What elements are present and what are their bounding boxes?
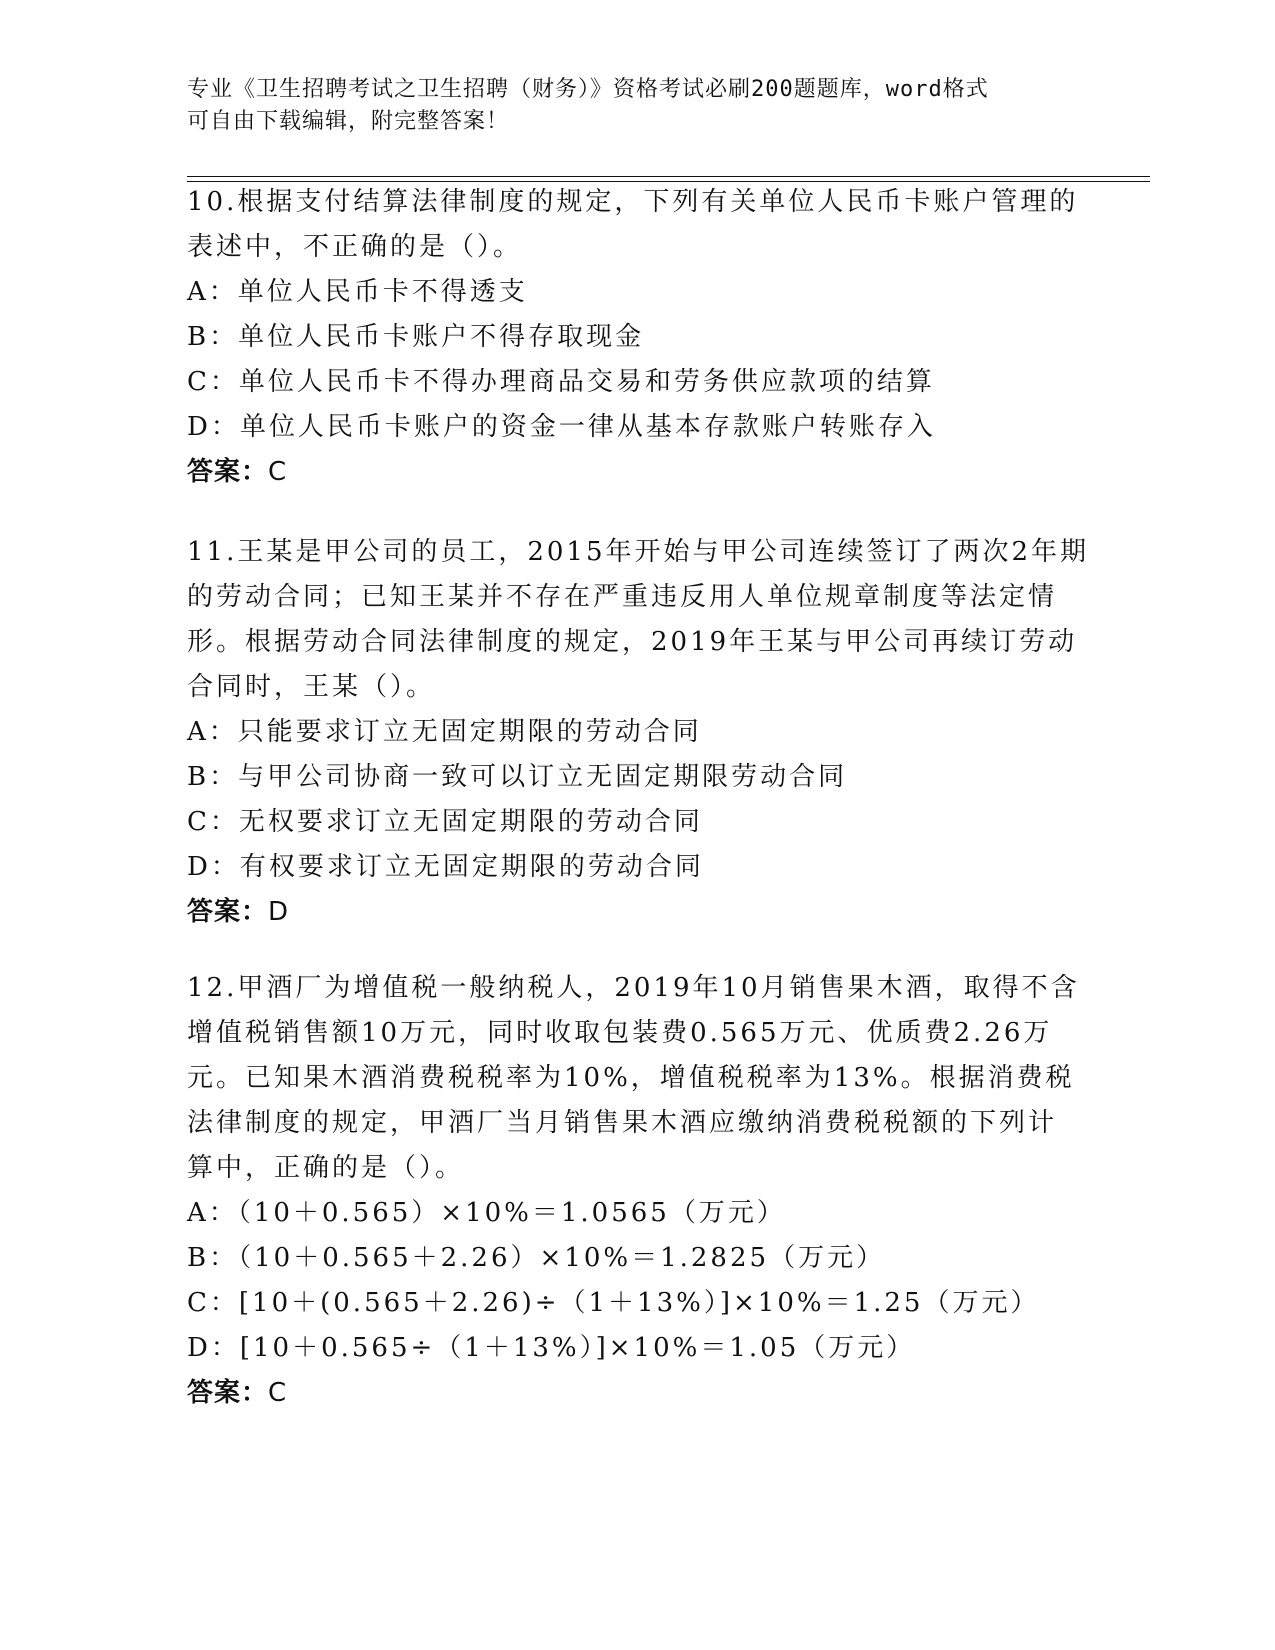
option-b: B：与甲公司协商一致可以订立无固定期限劳动合同	[187, 762, 848, 792]
question-text-line: 11.王某是甲公司的员工，2015年开始与甲公司连续签订了两次2年期	[187, 537, 1090, 567]
option-c: C：单位人民币卡不得办理商品交易和劳务供应款项的结算	[187, 367, 935, 397]
option-a: A：只能要求订立无固定期限的劳动合同	[187, 717, 702, 747]
document-header	[187, 74, 1087, 138]
question-10	[187, 180, 1087, 495]
header-line-2: 可自由下载编辑，附完整答案！	[187, 109, 510, 134]
option-a: A：（10＋0.565）×10%＝1.0565（万元）	[187, 1198, 786, 1228]
option-b: B：单位人民币卡账户不得存取现金	[187, 322, 645, 352]
question-text-line: 10.根据支付结算法律制度的规定，下列有关单位人民币卡账户管理的	[187, 187, 1079, 217]
question-text-line: 法律制度的规定，甲酒厂当月销售果木酒应缴纳消费税税额的下列计	[187, 1108, 1058, 1138]
question-12	[187, 966, 1087, 1416]
option-d: D：单位人民币卡账户的资金一律从基本存款账户转账存入	[187, 412, 936, 442]
option-a: A：单位人民币卡不得透支	[187, 277, 528, 307]
answer-value: C	[268, 1378, 288, 1408]
answer-value: D	[268, 897, 290, 927]
question-text-line: 形。根据劳动合同法律制度的规定，2019年王某与甲公司再续订劳动	[187, 627, 1078, 657]
option-c: C：无权要求订立无固定期限的劳动合同	[187, 807, 703, 837]
answer-line	[187, 890, 1087, 935]
header-divider-top	[187, 176, 1150, 177]
question-text-line: 算中，正确的是（）。	[187, 1153, 465, 1183]
question-text-line: 的劳动合同；已知王某并不存在严重违反用人单位规章制度等法定情	[187, 582, 1058, 612]
header-line-1: 专业《卫生招聘考试之卫生招聘（财务）》资格考试必刷200题题库，word格式	[187, 77, 989, 102]
question-text-line: 合同时，王某（）。	[187, 672, 436, 702]
question-text-line: 元。已知果木酒消费税税率为10%，增值税税率为13%。根据消费税	[187, 1063, 1075, 1093]
question-text-line: 增值税销售额10万元，同时收取包装费0.565万元、优质费2.26万	[187, 1018, 1053, 1048]
question-text-line: 表述中，不正确的是（）。	[187, 232, 523, 262]
option-d: D：[10＋0.565÷（1＋13%）]×10%＝1.05（万元）	[187, 1333, 916, 1363]
option-c: C：[10＋(0.565＋2.26)÷（1＋13%）]×10%＝1.25（万元）	[187, 1288, 1040, 1318]
question-text-line: 12.甲酒厂为增值税一般纳税人，2019年10月销售果木酒，取得不含	[187, 973, 1080, 1003]
option-b: B：（10＋0.565＋2.26）×10%＝1.2825（万元）	[187, 1243, 886, 1273]
answer-line	[187, 450, 1087, 495]
answer-line	[187, 1371, 1087, 1416]
option-d: D：有权要求订立无固定期限的劳动合同	[187, 852, 704, 882]
answer-label: 答案：	[187, 1378, 269, 1408]
answer-value: C	[268, 457, 288, 487]
answer-label: 答案：	[187, 897, 269, 927]
answer-label: 答案：	[187, 457, 269, 487]
question-11	[187, 530, 1090, 935]
